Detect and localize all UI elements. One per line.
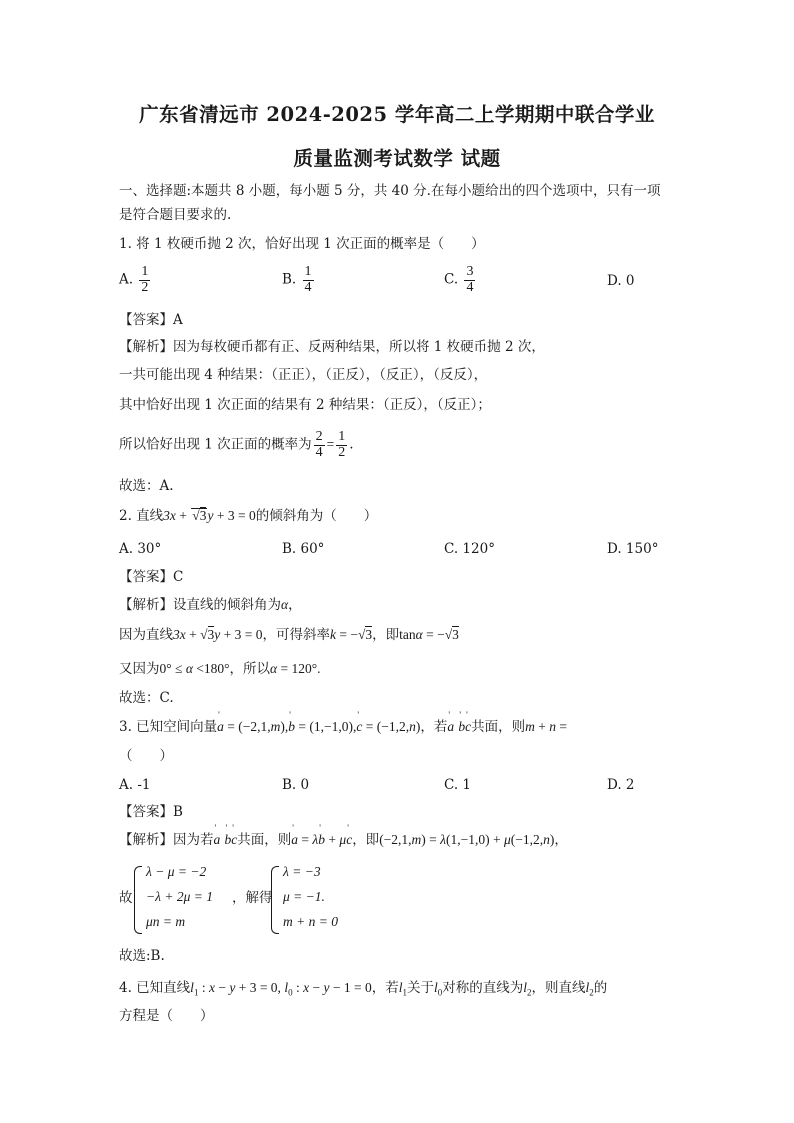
q2-analysis-1: 【解析】设直线的倾斜角为α， (119, 597, 302, 613)
q3-analysis-1: 【解析】因为若' a ' b' c共面，则' a = λ' b + μ' c，即(−2,1,m) = λ(1,−1,0) + μ(−1,2,n)， (119, 832, 568, 848)
q1-answer: 【答案】A (119, 312, 183, 328)
q3-option-d: D. 2 (607, 777, 635, 793)
q2-stem: 2. 直线3x + √3y + 3 = 0的倾斜角为（ ） (119, 508, 378, 524)
q1-option-b: B. $\frac{1}{4}$ (282, 264, 312, 295)
q1-stem: 1. 将 1 枚硬币抛 2 次，恰好出现 1 次正面的概率是（ ） (119, 236, 485, 252)
q3-choice: 故选:B. (119, 948, 165, 964)
q2-analysis-3: 又因为0° ≤ α <180°，所以α = 120°. (119, 661, 321, 677)
section-heading-line1: 一、选择题:本题共 8 小题，每小题 5 分，共 40 分.在每小题给出的四个选项中，只有一项 (119, 183, 661, 199)
exam-title-line1: 广东省清远市 2024-2025 学年高二上学期期中联合学业 (139, 103, 655, 126)
q1-analysis-3: 其中恰好出现 1 次正面的结果有 2 种结果：（正反），（反正）； (119, 397, 491, 413)
q3-stem: 3. 已知空间向量' a = (−2,1,m),' b = (1,−1,0),' c = (−1,2,n)，若' a ' b' c共面，则m + n = (119, 719, 567, 735)
q2-option-d: D. 150° (607, 541, 659, 557)
q4-stem: 4. 已知直线$l_1$ : x − y + 3 = 0, $l_0$ : x − y − 1 = 0，若$l_1$关于$l_0$对称的直线为$l_2$，则直线$l_2$的 (119, 980, 608, 998)
q1-analysis-4: 所以恰好出现 1 次正面的概率为 $\frac{2}{4}$ = $\frac{1}{2}$ . (119, 429, 354, 460)
q2-option-b: B. 60° (282, 541, 325, 557)
system-brace-left (134, 866, 142, 934)
q3-gu-label: 故 (119, 890, 133, 906)
exam-title-line2: 质量监测考试数学 试题 (293, 147, 501, 170)
exam-page: 广东省清远市 2024-2025 学年高二上学期期中联合学业 质量监测考试数学 试题 一、选择题:本题共 8 小题，每小题 5 分，共 40 分.在每小题给出的四个选项中，只有一项 是符合题目要求的. 1. 将 1 枚硬币抛 2 次，恰好出现 1 次正面的概率是（ ） A. $\frac{1}{2}$ B. $\frac{1}{4}$ C. $\frac{3}{4}$ D. 0 【答案】A 【解析】因为每枚硬币都有正、反两种结果，所以将 1 枚硬币抛 2 次， 一共可能出现 4 种结果：（正正），（正反），（反正），（反反）， 其中恰好出现 1 次正面的结果有 2 种结果：（正反），（反正）； 所以恰好出现 1 次正面的概率为 $\frac{2}{4}$ = $\frac{1}{2}$ . 故选：A. 2. 直线3x + √3y + 3 = 0的倾斜角为（ ） A. 30° B. 60° C. 120° D. 150° 【答案】C 【解析】设直线的倾斜角为α， 因为直线3x + √3y + 3 = 0，可得斜率k = −√3，即tanα = −√3 又因为0° ≤ α <180°，所以α = 120°. 故选：C. 3. 已知空间向量' a = (−2,1,m),' b = (1,−1,0),' c = (−1,2,n)，若' a ' b' c共面，则m + n = （ ） A. -1 B. 0 C. 1 D. 2 【答案】B 【解析】因为若' a ' b' c共面，则' a = λ' b + μ' c，即(−2,1,m) = λ(1,−1,0) + μ(−1,2,n)， 故 λ − μ = −2 −λ + 2μ = 1 μn = m ，解得 λ = −3 μ = −1. m + n = 0 故选:B. 4. 已知直线$l_1$ : x − y + 3 = 0, $l_0$ : x − y − 1 = 0，若$l_1$关于$l_0$对称的直线为$l_2$，则直线$l_2$的 方程是（ ） (0, 0, 794, 1123)
q1-option-c: C. $\frac{3}{4}$ (444, 264, 474, 295)
q2-option-a: A. 30° (119, 541, 162, 557)
system-brace-right (271, 866, 279, 934)
q2-analysis-2: 因为直线3x + √3y + 3 = 0，可得斜率k = −√3，即tanα = −√3 (119, 627, 459, 643)
q1-option-a: A. $\frac{1}{2}$ (119, 264, 149, 295)
q1-analysis-1: 【解析】因为每枚硬币都有正、反两种结果，所以将 1 枚硬币抛 2 次， (119, 339, 545, 355)
section-heading-line2: 是符合题目要求的. (119, 207, 232, 223)
q3-paren: （ ） (119, 748, 173, 764)
q3-jiede-label: ，解得 (232, 890, 273, 906)
q1-option-d: D. 0 (607, 273, 635, 289)
q4-stem-line2: 方程是（ ） (119, 1008, 214, 1024)
q2-option-c: C. 120° (444, 541, 495, 557)
q1-choice: 故选：A. (119, 478, 174, 494)
q3-answer: 【答案】B (119, 804, 183, 820)
q3-option-b: B. 0 (282, 777, 310, 793)
q2-answer: 【答案】C (119, 569, 184, 585)
q1-analysis-2: 一共可能出现 4 种结果：（正正），（正反），（反正），（反反）， (119, 367, 488, 383)
q3-option-a: A. -1 (119, 777, 151, 793)
q3-option-c: C. 1 (444, 777, 472, 793)
q2-choice: 故选：C. (119, 690, 174, 706)
